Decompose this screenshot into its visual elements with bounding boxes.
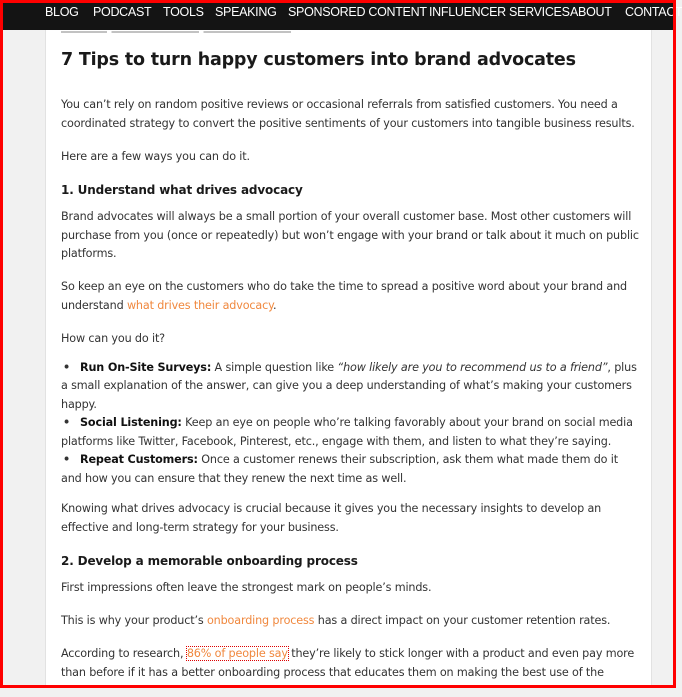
text: , plus a small explanation of the answer, can give you a deep understanding of what’s making your customers happy. [61, 360, 637, 411]
nav-sponsored-content[interactable]: SPONSORED CONTENT [288, 5, 427, 19]
text: According to research, [61, 647, 187, 660]
text: Keep an eye on people who’re talking favorably about your brand on social media platforms like Twitter, Facebook, Pinterest, etc., engage with them, and listen to what they’re saying. [61, 416, 633, 448]
research-link[interactable]: 86% of people say [186, 647, 288, 660]
nav-podcast[interactable]: PODCAST [93, 5, 152, 19]
text: Once a customer renews their subscription, ask them what made them do it and how you can ensure that they renew the next time as well. [61, 453, 618, 485]
nav-tools[interactable]: TOOLS [163, 5, 204, 19]
cut-off-text-sliver [61, 31, 291, 33]
list-item [61, 414, 641, 451]
text: So keep an eye on the customers who do take the time to spread a positive word about your brand and understand [61, 280, 627, 312]
quote: “how likely are you to recommend us to a friend” [337, 360, 608, 374]
paragraph [61, 278, 641, 315]
bullet-bold: Repeat Customers: [80, 453, 198, 466]
section-heading: 2. Develop a memorable onboarding process [61, 553, 358, 568]
bullet-bold: Run On-Site Surveys: [80, 360, 212, 374]
paragraph: Brand advocates will always be a small portion of your overall customer base. Most other customers will purchase from you (once or repeatedly) but won’t engage with your brand or talk about it much on public platforms. [61, 210, 639, 260]
text: This is why your product’s [61, 614, 207, 627]
bullet-bold: Social Listening: [80, 416, 182, 429]
nav-speaking[interactable]: SPEAKING [215, 5, 277, 19]
text: they’re likely to stick longer with a product and even pay more than before if it has a better onboarding process that educates them on making the best use of the [61, 647, 635, 679]
nav-contact[interactable]: CONTACT [625, 5, 682, 19]
paragraph: How can you do it? [61, 331, 165, 345]
onboarding-link[interactable]: onboarding process [206, 614, 315, 627]
article-heading: 7 Tips to turn happy customers into brand advocates [61, 50, 576, 70]
paragraph [61, 645, 641, 682]
section-heading: 1. Understand what drives advocacy [61, 182, 303, 197]
advocacy-link[interactable]: what drives their advocacy [126, 298, 274, 312]
paragraph: Here are a few ways you can do it. [61, 149, 250, 163]
paragraph: First impressions often leave the strongest mark on people’s minds. [61, 581, 432, 594]
text: has a direct impact on your customer retention rates. [314, 614, 611, 627]
nav-about[interactable]: ABOUT [570, 5, 612, 19]
list-item [61, 451, 641, 488]
bullet-list [61, 359, 641, 489]
text: A simple question like [211, 360, 338, 374]
list-item [61, 359, 641, 415]
top-nav [0, 0, 682, 30]
nav-influencer-services[interactable]: INFLUENCER SERVICES [429, 5, 570, 19]
text: . [273, 298, 277, 312]
paragraph [61, 612, 641, 631]
article-body [61, 96, 641, 697]
article-content [45, 0, 652, 688]
nav-blog[interactable]: BLOG [45, 5, 79, 19]
paragraph: Knowing what drives advocacy is crucial because it gives you the necessary insights to develop an effective and long-term strategy for your business. [61, 502, 602, 534]
paragraph: You can’t rely on random positive reviews or occasional referrals from satisfied customers. You need a coordinated strategy to convert the positive sentiments of your customers into tangible business results. [61, 98, 635, 130]
